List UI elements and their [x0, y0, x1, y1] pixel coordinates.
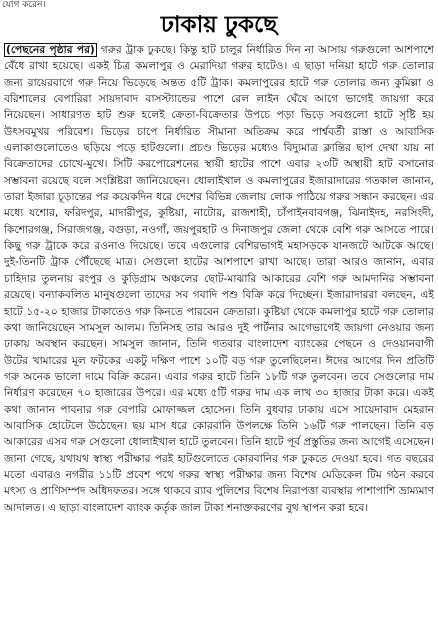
- article-body: [4, 42, 434, 634]
- continued-marker: (পেছনের পৃষ্ঠার পর): [6, 44, 95, 56]
- article-text: গরুর ট্রাক ঢুকছে। কিন্তু হাট চালুর নির্ধারিত দিন না আসায় গরুগুলো আশপাশে বেঁধে রাখা হয়েছে। একই চিত্র কমলাপুর ও মেরাদিয়া গরুর হাটেও। এ ছাড়া দনিয়া হাটে গরু তোলার জন্য রায়েরবাগে গরু নিয়ে ভিড়েছে অন্তত ৫টি ট্রাক। কমলাপুরের হাটে গরু তোলার জন্য কুমিল্লা ও বরিশালের বেপারিরা সায়দাবাদ বাসস্ট্যান্ডের পাশে রেল লাইন ঘেঁষে আগে ভাগেই জায়গা করে নিয়েছেন। সাধারণত হাট শুরু হলেই ক্রেতা-বিক্রেতার উপচে পড়া ভিড়ে সবগুলো হাটে সৃষ্টি হয় উৎসবমুখর পরিবেশ। ভিড়ের চাপে নির্ধারিত সীমানা অতিক্রম করে পার্শ্ববর্তী রাস্তা ও আবাসিক এলাকাগুলোতেও ছড়িয়ে পড়ে হাটগুলো। প্রচণ্ড ভিড়ের মধ্যেও বিদ্যুমাত্র ক্লান্তির ছাপ দেখা যায় না বিক্রেতাদের চোখে-মুখে। সিটি করপোরেশনের স্থায়ী হাটের পাশে এবার ২৩টি অস্থায়ী হাট বসানোর সম্ভাবনা রয়েছে বলে সংশ্লিষ্টরা জানিয়েছেন। ধোলাইখাল ও কমলাপুরের ইজারাদারের গতকাল জানান, তারা ইজারা চূড়ান্তের পর কয়েকদিন ধরে দেশের বিভিন্ন জেলায় লোক পাঠিয়ে গরুর সন্ধান করছেন। এর মধ্যে যশোর, ফরিদপুর, মাদারীপুর, কুষ্টিয়া, নাটোর, রাজশাহী, চাঁপাইনবাবগঞ্জ, ঝিনাইদহ, নরসিংদী, কিশোরগঞ্জ, সিরাজগঞ্জ, বগুড়া, নওগাঁ, জয়পুরহাট ও দিনাজপুর জেলা থেকে বেশি গরু আসতে পারে। কিছু গরু ট্রাকে করে রওনাও দিয়েছে। তবে এগুলোর বেশিরভাগই মহাসড়কে যানজটে আটকে আছে। দুই-তিনটি ট্রাক পৌঁছেছে মাত্র। সেগুলো হাটের আশপাশে রাখা আছে। তারা আরও জানান, এবার চাহিদার তুলনায় রংপুর ও কুড়িগ্রাম অঞ্চলের ছোট-মাঝারি আকারের বেশি গরু আমদানির সম্ভাবনা রয়েছে। বন্যাকবলিত মানুষগুলো তাদের সব গবাদি পশু বিক্রি করে দিচ্ছেন। ইজারাদাররা বলছেন, এই হাটে ১৫-২০ হাজার টাকাতেও গরু কিনতে পারবেন ক্রেতারা। কুষ্টিয়া থেকে কমলাপুর হাটে গরু তোলার কথা জানিয়েছেন সামসুল আলম। তিনিসহ তার আরও দুই পার্টনার আগেভাগেই জায়গা নেওয়ার জন্য ঢাকায় অবস্থান করছেন। সামসুল জানান, তিনি গতবার বাংলাদেশ ব্যাংকের পেছনে ও দেওয়ানবাগী উটের খামারের মূল ফটকের একটু দক্ষিণ পাশে ১০টি বড় গরু তুলেছিলেন। ঈদের আগের দিন প্রতিটি গরু অনেক ভালো দামে বিক্রি করেন। এবার গরুর হাটে তিনি ১৮টি গরু তুলবেন। তবে সেগুলোর দাম নির্ধারণ করেছেন ৭০ হাজারের উপরে। এর মধ্যে ৫টি গরুর দাম এক লাখ ৩০ হাজার টাকা করে। একই কথা জানান পাবনার গরু বেপারি মোফাজ্জল হোসেন। তিনি বুধবার ঢাকায় এসে সায়েদাবাদ মেহরান আবাসিক হোটেলে উঠেছেন। ছয় মাস ধরে কোরবানি উপলক্ষে তিনি ১৬টি গরু পালছেন। তিনি বড় আকারের এসব গরু সেগুলো ধোলাইখাল হাটে তুলবেন। তিনি হাটে পূর্ব প্রস্তুতির জন্য আগেই এসেছেন। জানা গেছে, যথাযথ স্বাস্থ্য পরীক্ষার পরই হাটগুলোতে কোরবানির গরু ঢুকতে দেওয়া হবে। গত বছরের মতো এবারও নগরীর ১১টি প্রবেশ পথে গরুর স্বাস্থ্য পরীক্ষার জন্য বিশেষ মেডিকেল টিম গঠন করবে মৎস্য ও প্রাণিসম্পদ অধিদফতর। সঙ্গে থাকবে র‍্যাব পুলিশের বিশেষ নিরাপত্তা ব্যবস্থার পাশাপাশি ভ্রাম্যমাণ আদালত। এ ছাড়া বাংলাদেশ ব্যাংক কর্তৃক জাল টাকা শনাক্তকরণের বুথ স্থাপন করা হবে।: [4, 44, 434, 514]
- headline: ঢাকায় ঢুকছে: [160, 12, 278, 38]
- previous-article-fragment: যোগ করেন।: [2, 0, 46, 10]
